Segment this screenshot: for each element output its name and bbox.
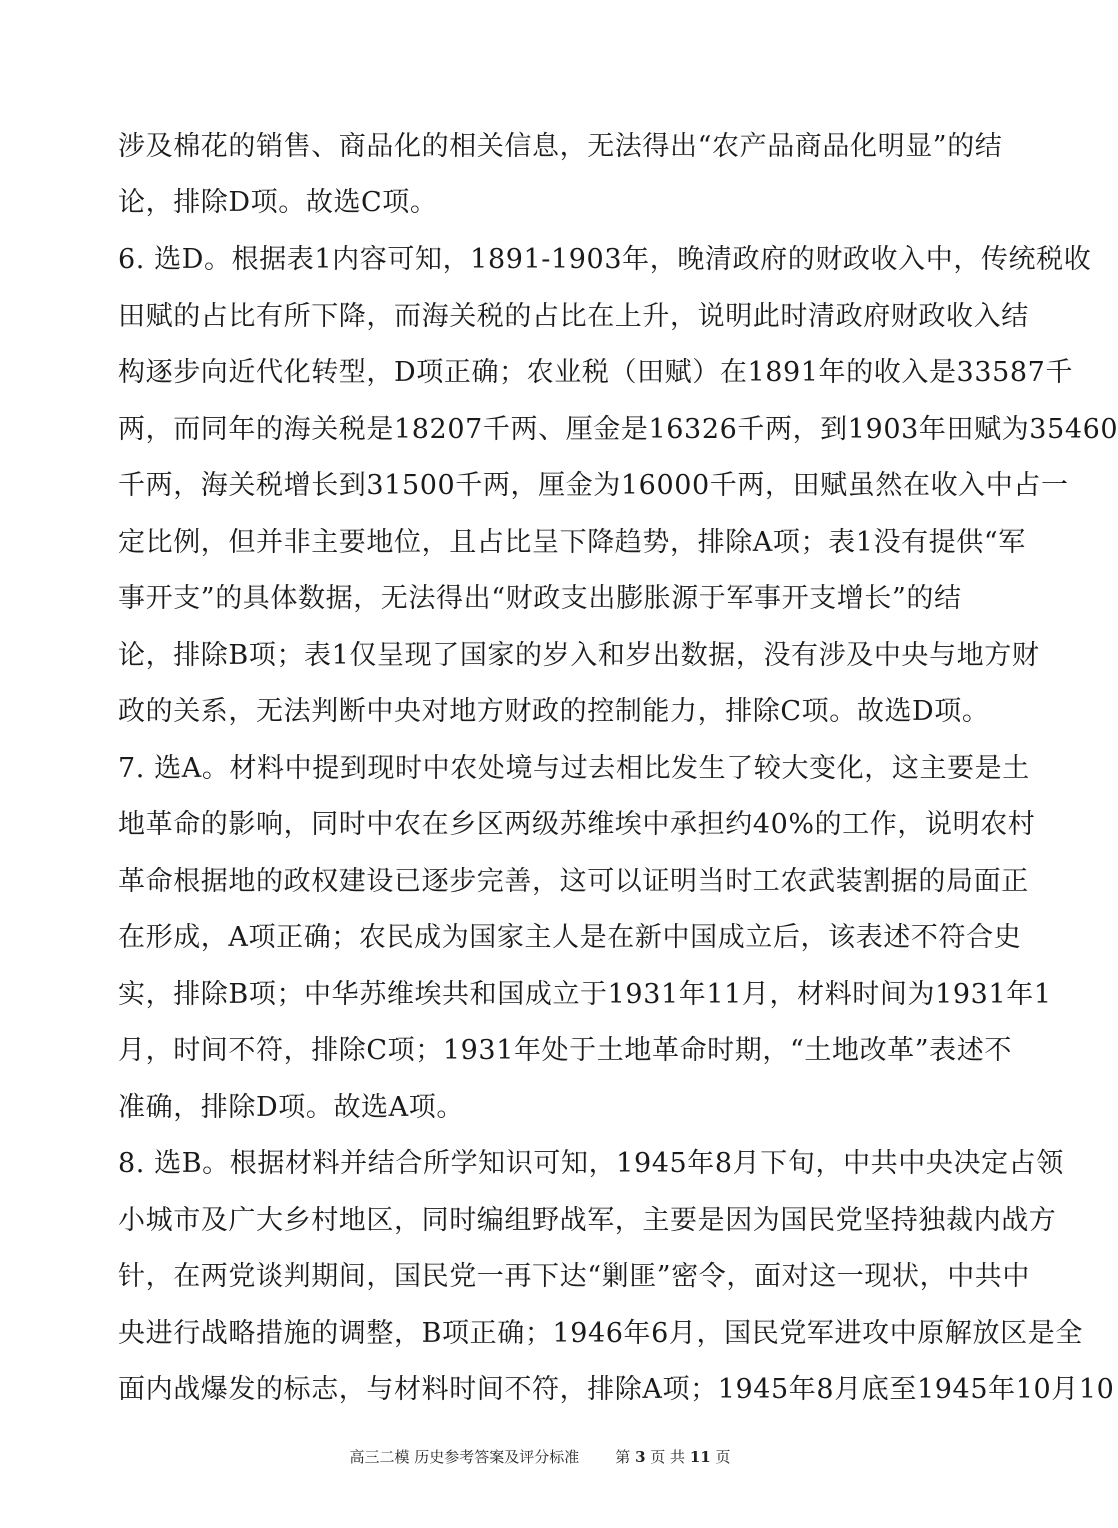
text-line: 月，时间不符，排除C项；1931年处于土地革命时期，“土地改革”表述不: [118, 1035, 1012, 1066]
text-line: 涉及棉花的销售、商品化的相关信息，无法得出“农产品商品化明显”的结: [118, 131, 1003, 162]
text-line: 准确，排除D项。故选A项。: [118, 1092, 464, 1123]
footer-doc-title: 高三二模 历史参考答案及评分标准: [349, 1448, 580, 1466]
footer-page-total: 11: [689, 1448, 711, 1466]
footer-page-mid: 页 共: [650, 1448, 686, 1466]
text-line: 论，排除B项；表1仅呈现了国家的岁入和岁出数据，没有涉及中央与地方财: [118, 640, 1040, 671]
page-footer: [0, 1446, 1080, 1468]
footer-page-prefix: 第: [615, 1448, 631, 1466]
text-line: 在形成，A项正确；农民成为国家主人是在新中国成立后，该表述不符合史: [118, 922, 1022, 953]
text-line: 事开支”的具体数据，无法得出“财政支出膨胀源于军事开支增长”的结: [118, 583, 962, 614]
text-line: 构逐步向近代化转型，D项正确；农业税（田赋）在1891年的收入是33587千: [118, 357, 1074, 388]
text-line: 定比例，但并非主要地位，且占比呈下降趋势，排除A项；表1没有提供“军: [118, 527, 1026, 558]
text-line: 小城市及广大乡村地区，同时编组野战军，主要是因为国民党坚持独裁内战方: [118, 1205, 1057, 1236]
text-line: 地革命的影响，同时中农在乡区两级苏维埃中承担约40%的工作，说明农村: [118, 809, 1036, 840]
text-line: 田赋的占比有所下降，而海关税的占比在上升，说明此时清政府财政收入结: [118, 301, 1029, 332]
text-line: 针，在两党谈判期间，国民党一再下达“剿匪”密令，面对这一现状，中共中: [118, 1261, 1031, 1292]
text-line: 政的关系，无法判断中央对地方财政的控制能力，排除C项。故选D项。: [118, 696, 990, 727]
text-line: 央进行战略措施的调整，B项正确；1946年6月，国民党军进攻中原解放区是全: [118, 1318, 1083, 1349]
footer-page-suffix: 页: [715, 1448, 731, 1466]
text-line: 6. 选D。根据表1内容可知，1891-1903年，晚清政府的财政收入中，传统税收: [118, 244, 1092, 275]
footer-page-current: 3: [635, 1448, 646, 1466]
text-line: 革命根据地的政权建设已逐步完善，这可以证明当时工农武装割据的局面正: [118, 866, 1029, 897]
text-line: 8. 选B。根据材料并结合所学知识可知，1945年8月下旬，中共中央决定占领: [118, 1148, 1064, 1179]
text-line: 面内战爆发的标志，与材料时间不符，排除A项；1945年8月底至1945年10月10: [118, 1374, 1115, 1405]
text-line: 千两，海关税增长到31500千两，厘金为16000千两，田赋虽然在收入中占一: [118, 470, 1069, 501]
text-line: 7. 选A。材料中提到现时中农处境与过去相比发生了较大变化，这主要是土: [118, 753, 1030, 784]
text-line: 两，而同年的海关税是18207千两、厘金是16326千两，到1903年田赋为35460: [118, 414, 1118, 445]
text-line: 论，排除D项。故选C项。: [118, 187, 438, 218]
text-line: 实，排除B项；中华苏维埃共和国成立于1931年11月，材料时间为1931年1: [118, 979, 1052, 1010]
